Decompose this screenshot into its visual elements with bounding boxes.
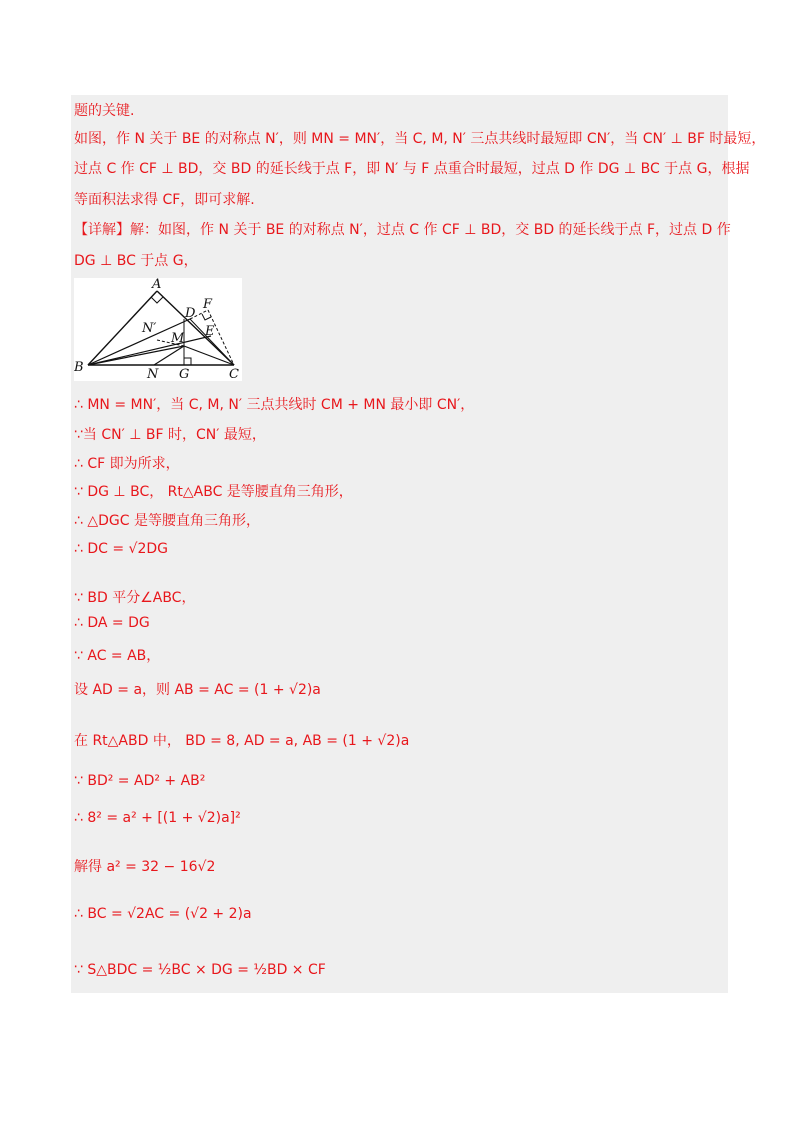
geometry-figure xyxy=(74,278,242,381)
text-line-20: 解得 a² = 32 − 16√2 xyxy=(74,859,216,875)
text-line-10: ∵ DG ⊥ BC， Rt△ABC 是等腰直角三角形， xyxy=(74,484,353,500)
text-line-16: 设 AD = a，则 AB = AC = (1 + √2)a xyxy=(74,682,321,698)
right-angle-f xyxy=(202,314,211,320)
text-line-9: ∴ CF 即为所求， xyxy=(74,456,180,472)
segment-ac xyxy=(157,291,234,365)
text-line-19: ∴ 8² = a² + [(1 + √2)a]² xyxy=(74,810,241,826)
right-angle-g xyxy=(184,358,191,365)
text-line-18: ∵ BD² = AD² + AB² xyxy=(74,773,206,789)
text-line-6: DG ⊥ BC 于点 G， xyxy=(74,253,198,269)
triangle-diagram xyxy=(74,278,242,381)
text-line-7: ∴ MN = MN′，当 C, M, N′ 三点共线时 CM + MN 最小即 CN′， xyxy=(74,397,475,413)
label-n: N xyxy=(147,367,159,381)
text-line-22: ∵ S△BDC = ½BC × DG = ½BD × CF xyxy=(74,962,326,978)
text-line-17: 在 Rt△ABD 中， BD = 8, AD = a, AB = (1 + √2)a xyxy=(74,733,410,749)
right-angle-a xyxy=(151,297,163,303)
label-n-prime: N′ xyxy=(142,321,157,336)
label-m: M xyxy=(171,331,185,346)
text-line-14: ∴ DA = DG xyxy=(74,615,150,631)
label-c: C xyxy=(229,367,239,381)
label-a: A xyxy=(152,278,162,292)
label-d: D xyxy=(185,306,196,321)
text-line-3: 过点 C 作 CF ⊥ BD，交 BD 的延长线于点 F，即 N′ 与 F 点重合时最短，过点 D 作 DG ⊥ BC 于点 G，根据 xyxy=(74,161,750,177)
text-line-12: ∴ DC = √2DG xyxy=(74,541,169,557)
text-line-1: 题的关键. xyxy=(74,103,135,119)
label-e: E xyxy=(205,324,215,339)
label-b: B xyxy=(74,360,84,375)
text-line-13: ∵ BD 平分∠ABC， xyxy=(74,590,196,606)
text-line-21: ∴ BC = √2AC = (√2 + 2)a xyxy=(74,906,252,922)
segment-be xyxy=(88,336,211,365)
text-line-5: 【详解】解：如图，作 N 关于 BE 的对称点 N′，过点 C 作 CF ⊥ BD，交 BD 的延长线于点 F，过点 D 作 xyxy=(74,222,731,238)
text-line-2: 如图，作 N 关于 BE 的对称点 N′，则 MN = MN′，当 C, M, N′ 三点共线时最短即 CN′，当 CN′ ⊥ BF 时最短， xyxy=(74,131,766,147)
text-line-15: ∵ AC = AB， xyxy=(74,648,161,664)
text-line-11: ∴ △DGC 是等腰直角三角形， xyxy=(74,513,260,529)
text-line-4: 等面积法求得 CF，即可求解. xyxy=(74,192,255,208)
text-line-8: ∵当 CN′ ⊥ BF 时，CN′ 最短， xyxy=(74,427,266,443)
label-f: F xyxy=(203,297,213,312)
label-g: G xyxy=(179,367,190,381)
